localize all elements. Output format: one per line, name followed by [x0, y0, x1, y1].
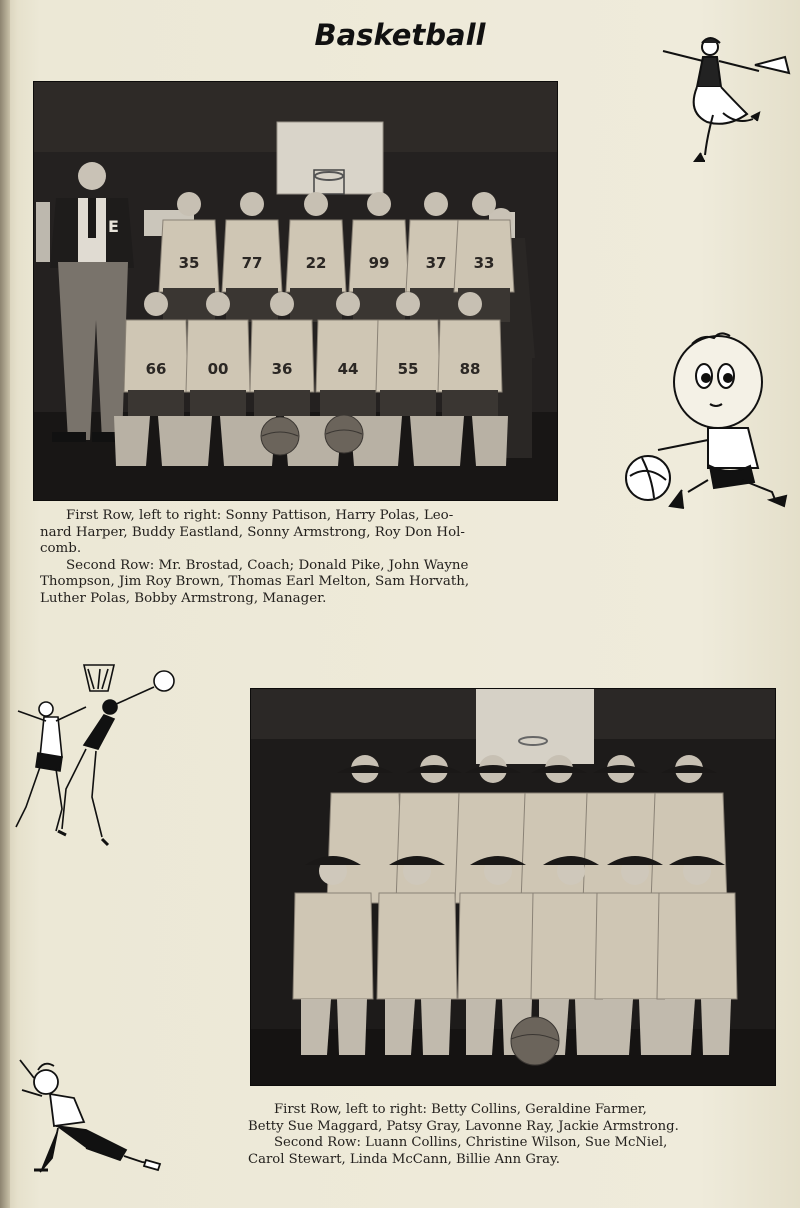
- basketball-left: [261, 417, 299, 455]
- boys-team-photo: [33, 81, 558, 501]
- jersey-number: 77: [241, 254, 263, 272]
- girls-caption-line-2: Betty Sue Maggard, Patsy Gray, Lavonne Ray, Jackie Armstrong.: [248, 1118, 679, 1134]
- jersey-number: 88: [459, 360, 481, 378]
- cartoon-boy-throwing-icon: [12, 1052, 167, 1182]
- boys-caption-line-3: comb.: [40, 541, 82, 557]
- players-jumping-at-hoop-icon: [10, 655, 185, 860]
- page-title: Basketball: [314, 18, 486, 52]
- cheerleader-with-megaphone-icon: [655, 35, 795, 175]
- girls-team-caption: [248, 1102, 758, 1168]
- boys-team-caption: [40, 508, 550, 608]
- jersey-number: 35: [178, 254, 200, 272]
- basketball-right: [325, 415, 363, 453]
- boys-caption-line-2: nard Harper, Buddy Eastland, Sonny Armstrong, Roy Don Hol-: [40, 524, 465, 540]
- jersey-number: 66: [145, 360, 167, 378]
- boys-caption-line-5: Thompson, Jim Roy Brown, Thomas Earl Melton, Sam Horvath,: [40, 574, 470, 590]
- jersey-number: 99: [368, 254, 390, 272]
- jersey-number: 33: [473, 254, 495, 272]
- coach-sweater-letter: E: [108, 217, 119, 236]
- jersey-number: 22: [305, 254, 327, 272]
- backboard: [277, 122, 383, 194]
- jersey-number: 37: [425, 254, 447, 272]
- girls-caption-line-4: Carol Stewart, Linda McCann, Billie Ann Gray.: [248, 1151, 560, 1167]
- girls-caption-line-1: First Row, left to right: Betty Collins, Geraldine Farmer,: [274, 1102, 647, 1117]
- page-binding-edge: [0, 0, 10, 1208]
- jersey-number: 00: [207, 360, 229, 378]
- boys-caption-line-4: Second Row: Mr. Brostad, Coach; Donald Pike, John Wayne: [66, 557, 469, 573]
- basketball: [511, 1017, 559, 1065]
- jersey-number: 44: [337, 360, 359, 378]
- boys-caption-line-1: First Row, left to right: Sonny Pattison, Harry Polas, Leo-: [66, 508, 454, 523]
- cartoon-boy-dribbling-ball-icon: [622, 330, 792, 520]
- jersey-number: 55: [397, 360, 419, 378]
- girls-team-photo: [250, 688, 776, 1086]
- boys-caption-line-6: Luther Polas, Bobby Armstrong, Manager.: [40, 590, 327, 606]
- girls-caption-line-3: Second Row: Luann Collins, Christine Wilson, Sue McNiel,: [274, 1135, 668, 1151]
- jersey-number: 36: [271, 360, 293, 378]
- backboard: [476, 689, 594, 764]
